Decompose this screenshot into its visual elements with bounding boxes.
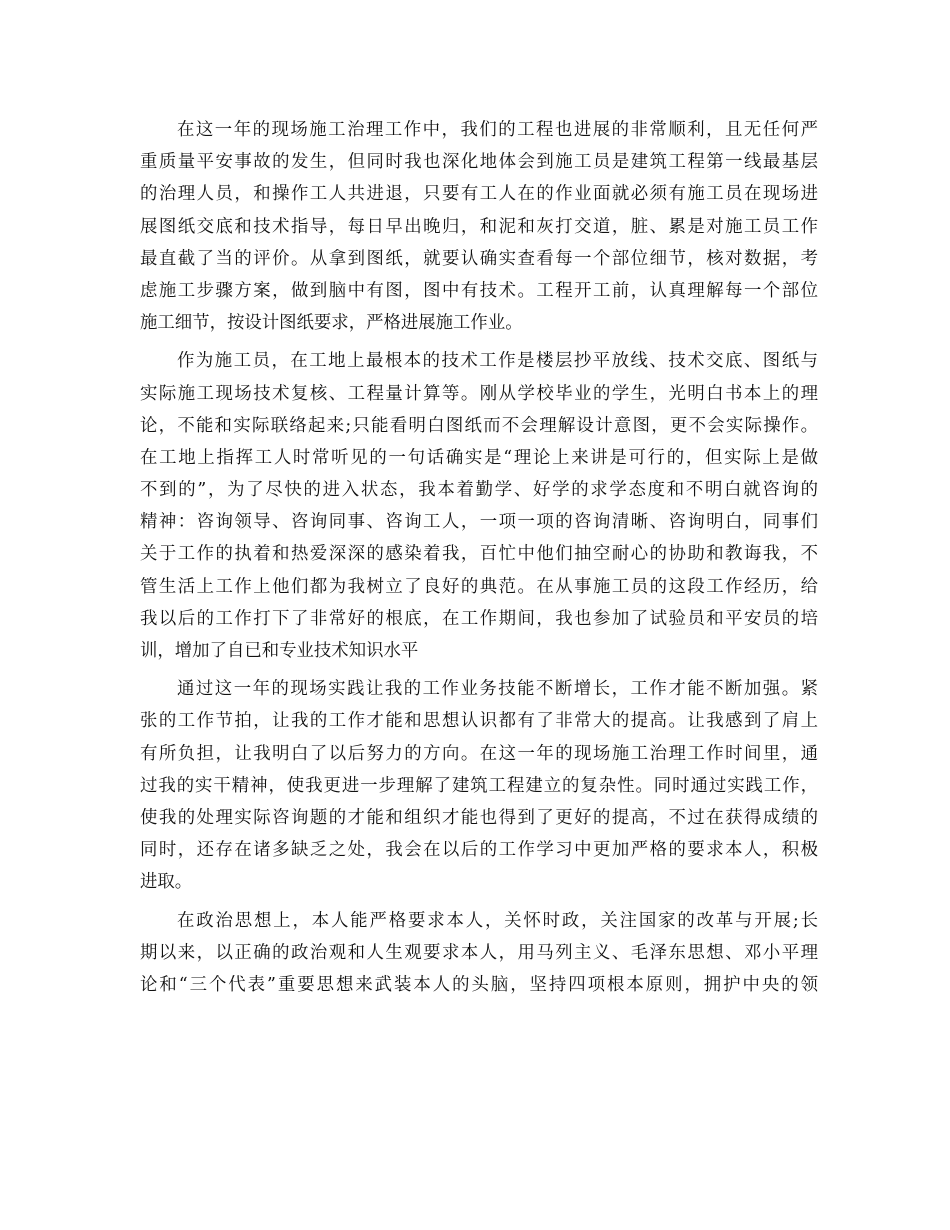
text-line: 我以后的工作打下了非常好的根底，在工作期间，我也参加了试验员和平安员的培 xyxy=(140,608,818,629)
text-line: 的治理人员，和操作工人共进退，只要有工人在的作业面就必须有施工员在现场进 xyxy=(140,184,818,205)
paragraph-political-thought xyxy=(140,905,818,1002)
text-line: 关于工作的执着和热爱深深的感染着我，百忙中他们抽空耐心的协助和教诲我，不 xyxy=(140,544,818,565)
text-line: 论，不能和实际联络起来;只能看明白图纸而不会理解设计意图，更不会实际操作。 xyxy=(140,415,818,436)
document-page xyxy=(140,114,818,1001)
text-line: 作为施工员，在工地上最根本的技术工作是楼层抄平放线、技术交底、图纸与 xyxy=(177,351,818,372)
text-line: 虑施工步骤方案，做到脑中有图，图中有技术。工程开工前，认真理解每一个部位 xyxy=(140,280,818,301)
text-line: 通过这一年的现场实践让我的工作业务技能不断增长，工作才能不断加强。紧 xyxy=(177,679,818,700)
text-line: 重质量平安事故的发生，但同时我也深化地体会到施工员是建筑工程第一线最基层 xyxy=(140,152,818,173)
text-line: 不到的”，为了尽快的进入状态，我本着勤学、好学的求学态度和不明白就咨询的 xyxy=(140,480,818,501)
text-line: 精神：咨询领导、咨询同事、咨询工人，一项一项的咨询清晰、咨询明白，同事们 xyxy=(140,512,818,533)
text-line: 使我的处理实际咨询题的才能和组织才能也得到了更好的提高，不过在获得成绩的 xyxy=(140,807,818,828)
paragraph-technical-work xyxy=(140,345,818,667)
text-line: 张的工作节拍，让我的工作才能和思想认识都有了非常大的提高。让我感到了肩上 xyxy=(140,711,818,732)
text-line: 进取。 xyxy=(140,872,193,893)
text-line: 有所负担，让我明白了以后努力的方向。在这一年的现场施工治理工作时间里，通 xyxy=(140,743,818,764)
text-line: 在政治思想上，本人能严格要求本人，关怀时政，关注国家的改革与开展;长 xyxy=(177,910,818,931)
text-line: 施工细节，按设计图纸要求，严格进展施工作业。 xyxy=(140,313,523,334)
text-line: 展图纸交底和技术指导，每日早出晚归，和泥和灰打交道，脏、累是对施工员工作 xyxy=(140,216,818,237)
text-line: 同时，还存在诸多缺乏之处，我会在以后的工作学习中更加严格的要求本人，积极 xyxy=(140,840,818,861)
text-line: 训，增加了自已和专业技术知识水平 xyxy=(140,641,419,661)
paragraph-site-management xyxy=(140,114,818,339)
text-line: 实际施工现场技术复核、工程量计算等。刚从学校毕业的学生，光明白书本上的理 xyxy=(140,383,818,404)
text-line: 管生活上工作上他们都为我树立了良好的典范。在从事施工员的这段工作经历，给 xyxy=(140,576,818,597)
text-line: 在这一年的现场施工治理工作中，我们的工程也进展的非常顺利，且无任何严 xyxy=(177,120,818,140)
text-line: 期以来，以正确的政治观和人生观要求本人，用马列主义、毛泽东思想、邓小平理 xyxy=(140,942,818,963)
text-line: 过我的实干精神，使我更进一步理解了建筑工程建立的复杂性。同时通过实践工作， xyxy=(140,775,818,796)
text-line: 论和“三个代表”重要思想来武装本人的头脑，坚持四项根本原则，拥护中央的领 xyxy=(140,974,818,995)
text-line: 最直截了当的评价。从拿到图纸，就要认确实查看每一个部位细节，核对数据，考 xyxy=(140,248,818,269)
text-line: 在工地上指挥工人时常听见的一句话确实是“理论上来讲是可行的，但实际上是做 xyxy=(140,447,818,468)
paragraph-practice-growth xyxy=(140,673,818,898)
